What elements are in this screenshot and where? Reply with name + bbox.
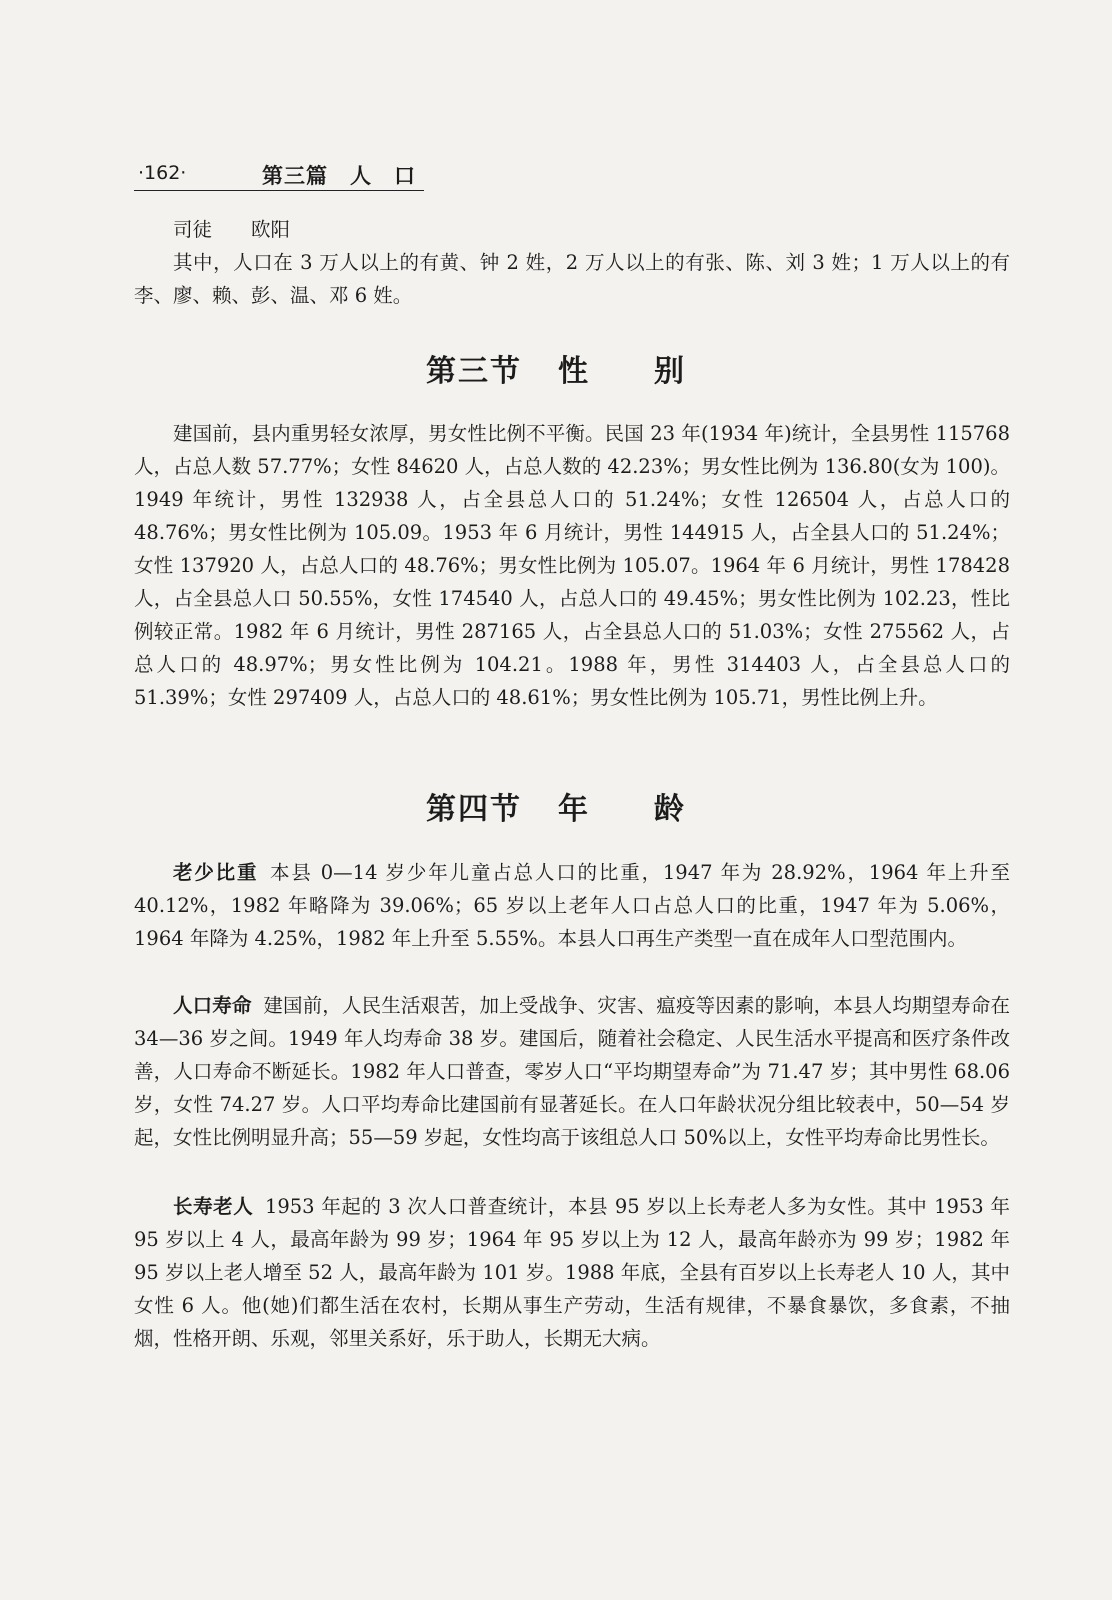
paragraph-text: 1953 年起的 3 次人口普查统计，本县 95 岁以上长寿老人多为女性。其中 1953 年 95 岁以上 4 人，最高年龄为 99 岁；1964 年 95 岁以上为 12 人，最高年龄亦为 99 岁；1982 年 95 岁以上老人增至 52 人，最高年龄为 101 岁。1988 年底，全县有百岁以上长寿老人 10 人，其中女性 6 人。他(她)们都生活在农村，长期从事生产劳动，生活有规律，不暴食暴饮，多食素，不抽烟，性格开朗、乐观，邻里关系好，乐于助人，长期无大病。 xyxy=(134,1195,1010,1350)
section-title: 年 龄 xyxy=(558,792,686,827)
section-heading-age xyxy=(0,784,1112,828)
section-number: 第三节 xyxy=(426,354,522,389)
sex-ratio-paragraph: 建国前，县内重男轻女浓厚，男女性比例不平衡。民国 23 年(1934 年)统计，全县男性 115768 人，占总人数 57.77%；女性 84620 人，占总人数的 42.23%；男女性比例为 136.80(女为 100)。1949 年统计，男性 132938 人，占全县总人口的 51.24%；女性 126504 人，占总人口的 48.76%；男女性比例为 105.09。1953 年 6 月统计，男性 144915 人，占全县人口的 51.24%；女性 137920 人，占总人口的 48.76%；男女性比例为 105.07。1964 年 6 月统计，男性 178428 人，占全县总人口 50.55%，女性 174540 人，占总人口的 49.45%；男女性比例为 102.23，性比例较正常。1982 年 6 月统计，男性 287165 人，占全县总人口的 51.03%；女性 275562 人，占总人口的 48.97%；男女性比例为 104.21。1988 年，男性 314403 人，占全县总人口的 51.39%；女性 297409 人，占总人口的 48.61%；男女性比例为 105.71，男性比例上升。 xyxy=(134,422,1010,709)
paragraph-lead: 老少比重 xyxy=(173,861,259,884)
page-number: ·162· xyxy=(138,162,187,184)
paragraph-lead: 长寿老人 xyxy=(173,1195,254,1218)
surnames-summary: 其中，人口在 3 万人以上的有黄、钟 2 姓，2 万人以上的有张、陈、刘 3 姓；1 万人以上的有李、廖、赖、彭、温、邓 6 姓。 xyxy=(134,251,1010,307)
section-number: 第四节 xyxy=(426,792,522,827)
section-heading-sex xyxy=(0,346,1112,390)
age-structure-paragraph xyxy=(134,856,1010,955)
section-title: 性 别 xyxy=(558,354,686,389)
paragraph-lead: 人口寿命 xyxy=(173,994,252,1017)
paragraph-text: 建国前，人民生活艰苦，加上受战争、灾害、瘟疫等因素的影响，本县人均期望寿命在 34—36 岁之间。1949 年人均寿命 38 岁。建国后，随着社会稳定、人民生活水平提高和医疗条件改善，人口寿命不断延长。1982 年人口普查，零岁人口“平均期望寿命”为 71.47 岁；其中男性 68.06 岁，女性 74.27 岁。人口平均寿命比建国前有显著延长。在人口年龄状况分组比较表中，50—54 岁起，女性比例明显升高；55—59 岁起，女性均高于该组总人口 50%以上，女性平均寿命比男性长。 xyxy=(134,994,1010,1149)
life-expectancy-paragraph xyxy=(134,989,1010,1154)
paragraph-text: 本县 0—14 岁少年儿童占总人口的比重，1947 年为 28.92%，1964 年上升至 40.12%，1982 年略降为 39.06%；65 岁以上老年人口占总人口的比重，1947 年为 5.06%，1964 年降为 4.25%，1982 年上升至 5.55%。本县人口再生产类型一直在成年人口型范围内。 xyxy=(134,861,1010,950)
centenarians-paragraph xyxy=(134,1190,1010,1355)
surnames-line: 司徒 欧阳 xyxy=(173,218,291,241)
header-rule xyxy=(134,190,424,191)
running-head xyxy=(134,158,424,198)
part-title: 第三篇 人 口 xyxy=(262,164,416,188)
